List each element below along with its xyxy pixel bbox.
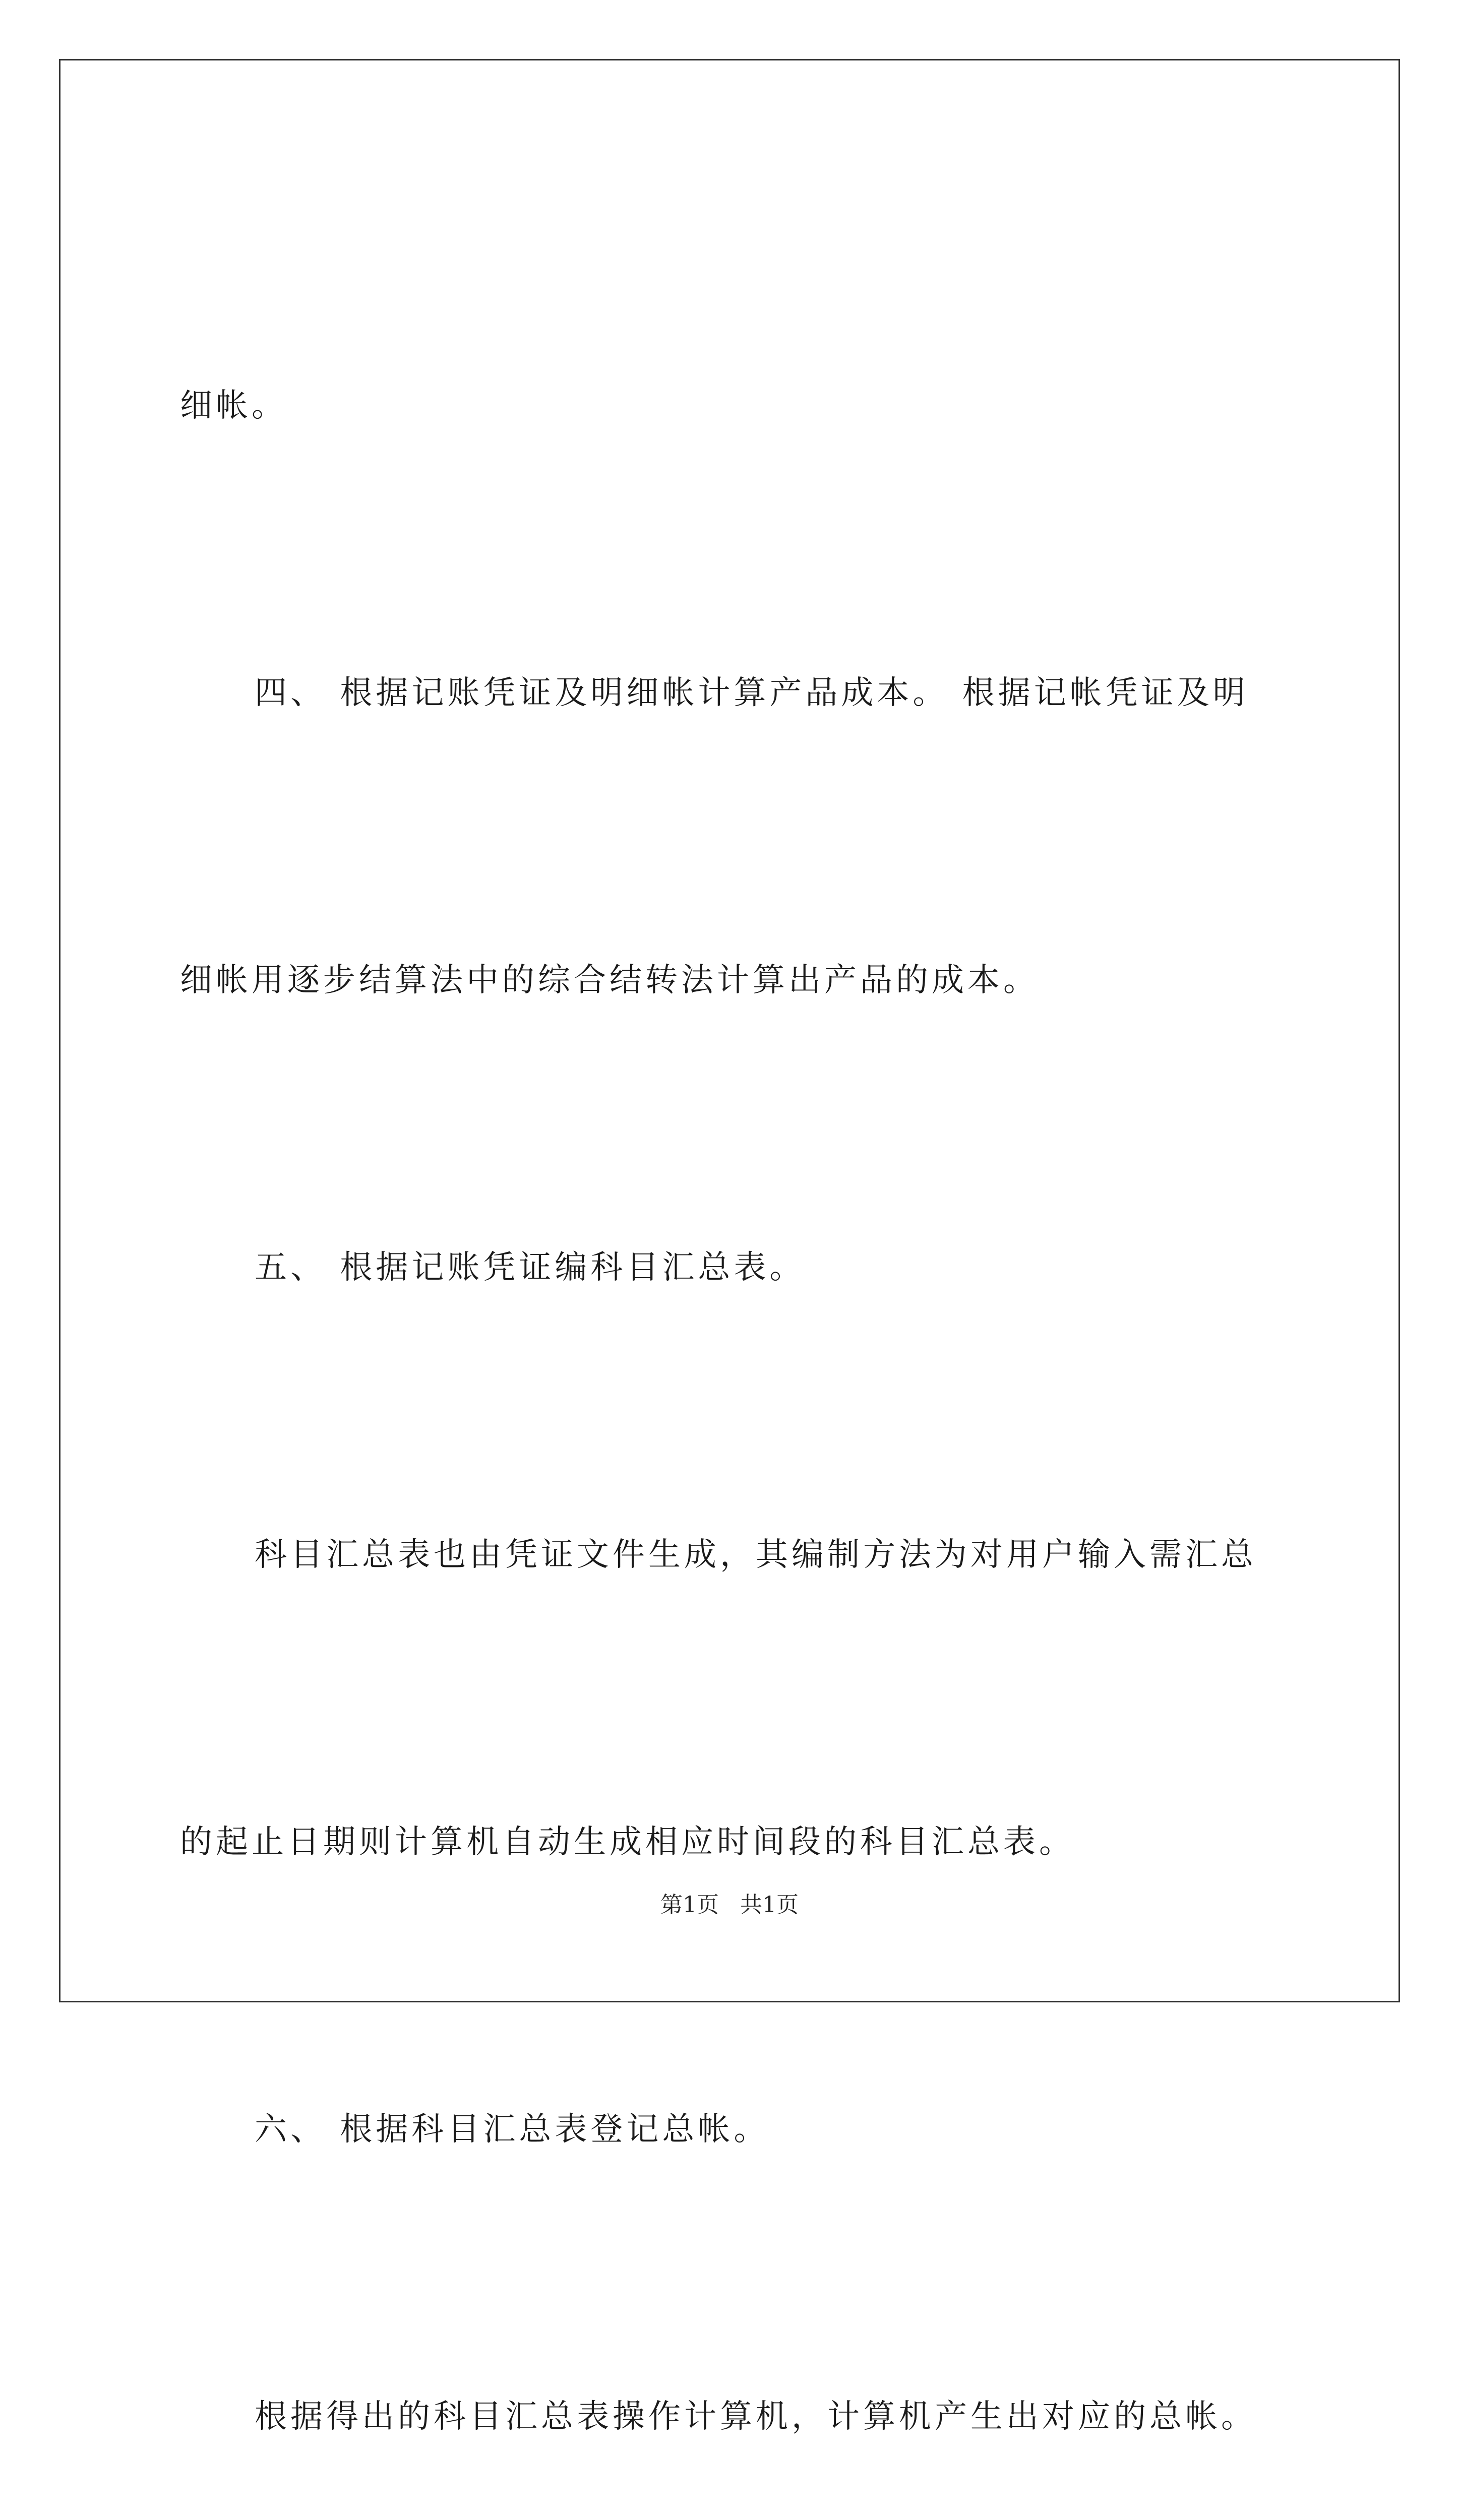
document-body xyxy=(180,166,1289,2520)
text-line: 根据得出的科目汇总表操作计算机，计算机产生出对应的总帐。 xyxy=(255,2398,1257,2435)
text-line: 科目汇总表也由凭证文件生成，其编制方法为对用户输入需汇总 xyxy=(255,1536,1257,1573)
text-line: 四、 根据记账凭证及明细帐计算产品成本。 根据记帐凭证及明 xyxy=(255,674,1249,712)
text-line: 的起止日期则计算机自动生成相应时间段的科目汇总表。 xyxy=(180,1823,1075,1861)
page-footer xyxy=(0,1890,1459,1920)
text-line: 细帐。 xyxy=(180,387,287,424)
text-line: 细帐用逐步结算法中的综合结转法计算出产品的成本。 xyxy=(180,962,1039,999)
text-line: 五、 根据记账凭证编科目汇总表。 xyxy=(255,1249,806,1286)
text-line: 六、 根据科目汇总表登记总帐。 xyxy=(255,2111,770,2148)
page-number: 第1页 共1页 xyxy=(660,1892,799,1918)
text-block xyxy=(180,166,1289,2520)
